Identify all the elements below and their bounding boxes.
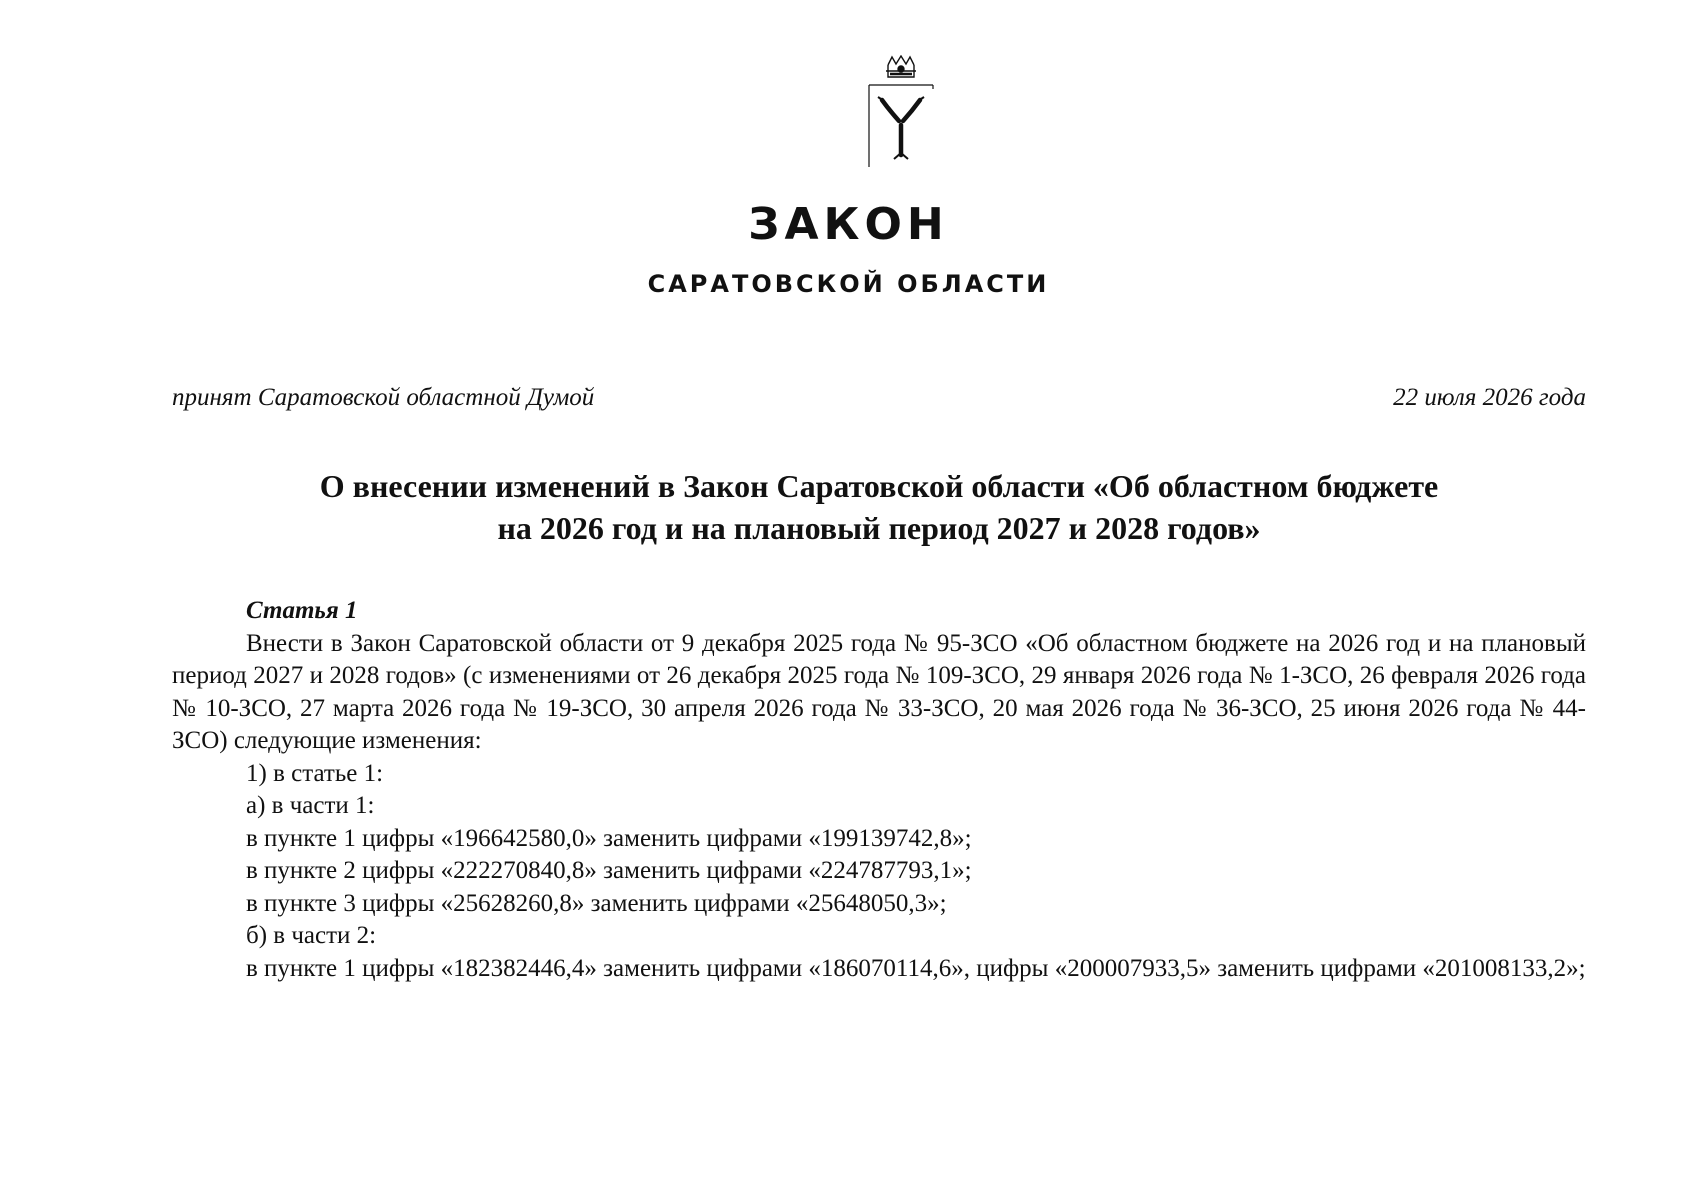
law-subtitle: САРАТОВСКОЙ ОБЛАСТИ <box>647 270 1050 298</box>
adopted-by: принят Саратовской областной Думой <box>172 384 595 411</box>
heading-line-1: О внесении изменений в Закон Саратовской области «Об областном бюджете <box>319 468 1439 504</box>
list-item: в пункте 2 цифры «222270840,8» заменить цифрами «224787793,1»; <box>246 857 972 884</box>
heading-line-2: на 2026 год и на плановый период 2027 и 2028 годов» <box>497 510 1261 546</box>
list-item: в пункте 3 цифры «25628260,8» заменить цифрами «25648050,3»; <box>246 889 947 917</box>
adoption-date: 22 июля 2026 года <box>1393 384 1586 411</box>
article-title: Статья 1 <box>246 597 358 624</box>
adoption-line <box>172 382 1586 414</box>
saratov-emblem-icon <box>866 55 936 173</box>
document-heading <box>172 465 1586 549</box>
article-final-paragraph: в пункте 1 цифры «182382446,4» заменить цифрами «186070114,6», цифры «200007933,5» заменить цифрами «201008133,2»; <box>246 954 1586 982</box>
article-1 <box>172 595 1586 985</box>
article-intro: Внести в Закон Саратовской области от 9 декабря 2025 года № 95-ЗСО «Об областном бюджете на 2026 год и на плановый период 2027 и 2028 годов» (с изменениями от 26 декабря 2025 года № 109-ЗСО, 29 января 2026 года № 1-ЗСО, 26 февраля 2026 года № 10-ЗСО, 27 марта 2026 года № 19-ЗСО, 30 апреля 2026 года № 33-ЗСО, 20 мая 2026 года № 36-ЗСО, 25 июня 2026 года № 44-ЗСО) следующие изменения: <box>172 629 1586 754</box>
list-item: б) в части 2: <box>246 922 377 949</box>
list-item: а) в части 1: <box>246 792 375 819</box>
law-title: ЗАКОН <box>748 199 949 250</box>
list-item: 1) в статье 1: <box>246 759 384 787</box>
list-item: в пункте 1 цифры «196642580,0» заменить цифрами «199139742,8»; <box>246 824 972 852</box>
